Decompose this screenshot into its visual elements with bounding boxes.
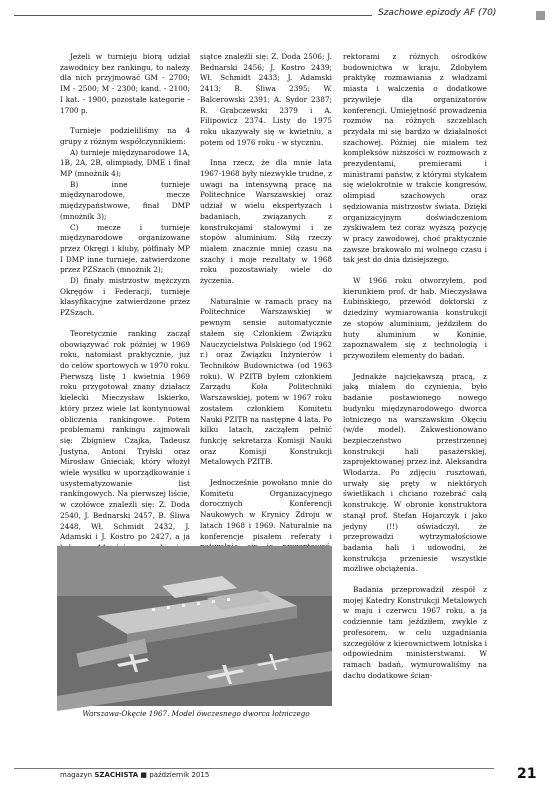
paragraph: Inna rzecz, że dla mnie lata 1967-1968 były niezwykle trudne, z uwagi na intensywną pracę na Politechnice Warszawskiej oraz udział w wielu ekspertyzach i badaniach, związanych z konstrukcjami stalowymi i ze stopów aluminium. Siłą rzeczy miałem znacznie mniej czasu na szachy i moje rezultaty w 1968 roku pozostawiały wiele do życzenia. — [200, 158, 332, 286]
airport-model-photo — [57, 546, 332, 706]
header-square-marker — [536, 11, 545, 20]
list-item-c: C) mecze i turnieje międzynarodowe organizowane przez Okręgi i kluby, półfinały MP I DMP inne turnieje, zatwierdzone przez PZSzach (mnożnik 2); — [60, 222, 190, 275]
paragraph: Turnieje podzieliliśmy na 4 grupy z różnym współczynnikiem: — [60, 126, 190, 146]
footer-rule — [14, 768, 494, 769]
footer-magazine: magazyn — [60, 771, 93, 779]
footer-date: październik 2015 — [149, 771, 210, 779]
paragraph: Jednakże najciekawszą pracą, z jaką miałem do czynienia, było badanie postawionego nowego budynku międzynarodowego dworca lotniczego na warszawskim Okęciu (w/de model). Zakwestionowano bezpieczeństwo przestrzennej konstrukcji hali pasażerskiej, zaprojektowanej przez inż. Aleksandra Włodarza. Po zdjęciu rusztowań, urwały się pręty w niektórych świetlikach i chciano rozebrać całą konstrukcję. W obronie konstruktora stanął prof. Stefan Hojarczyk i jako jedyny (!!) oświadczył, że przeprowadzi wytrzymałościowe badania hali i udowodni, że konstrukcja przeniesie wszystkie możliwe obciążenia. — [343, 371, 487, 574]
header-title: Szachowe epizody AF (70) — [378, 8, 497, 18]
paragraph: Teoretycznie ranking zaczął obowiązywać rok później w 1969 roku, natomiast praktycznie, już do celów sportowych w 1970 roku. Pierwszą listę 1 kwietnia 1969 roku przygotował znany działacz kielecki Mieczysław Iskierko, który przez wiele lat kontynuował obliczenia rankingowe. Potem problemami rankingu zajmowali się: Zbigniew Czajka, Tadeusz Justyna, Antoni Tryłski oraz Mirosław Gnieciak, który włożył wiele wysiłku w uporządkowanie i usystematyzowanie list rankingowych. Na pierwszej liście, w czołówce znaleźli się: Z. Doda 2540, J. Bednarski 2457, B. Śliwa 2448, Wł. Schmidt 2432, J. Adamski i J. Kostro po 2427, a ja — [60, 328, 190, 542]
photo-caption: Warszawa-Okęcie 1967. Model ówczesnego dworca lotniczego — [82, 709, 310, 718]
text-column-1 — [60, 52, 190, 552]
running-header — [0, 8, 557, 24]
paragraph: rektorami z różnych ośrodków budownictwa w kraju. Zdobyłem praktykę rozmawiania z władzami miasta i walczenia o dodatkowe przywileje dla organizatorów konferencji. Umiejętność prowadzenia rozmów na różnych szczeblach przydała mi się bardzo w działalności szachowej. Później nie miałem też kompleksów niższości w rozmowach z prezydentami, premierami i ministrami państw, z którymi stykałem się wielokrotnie w trakcie kongresów, olimpiad szachowych oraz sędziowania mistrzostw świata. Dzięki organizacyjnym doświadczeniom zyskiwałem też coraz wyższą pozycję w pracy zawodowej, choć praktycznie zawsze brakowało mi wolnego czasu i tak jest do dnia dzisiejszego. — [343, 52, 487, 265]
paragraph: Badania przeprowadził zespół z mojej Katedry Konstrukcji Metalowych w maju i czerwcu 1967 roku, a ja codziennie tam jeździłem, zwykle z profesorem, w celu uzgadniania szczegółów z kierownictwem lotniska i odpowiednim ministerstwami. W ramach badań, wymurowaliśmy na dachu dodatkowe ścian- — [343, 585, 487, 680]
paragraph: siątce znaleźli się: Z. Doda 2506; J. Bednarski 2456; J. Kostro 2439; Wł. Schmidt 2433; J. Adamski 2413; B. Śliwa 2395; W. Balcerowski 2391; A. Sydor 2387; R. Grabczewski 2379 i A. Filipowicz 2374. Listy do 1975 roku ukazywały się w kwietniu, a potem od 1976 roku - w styczniu. — [200, 52, 332, 147]
airport-model-image — [57, 546, 332, 706]
list-item-b: B) inne turnieje międzynarodowe, mecze międzypaństwowe, finał DMP (mnożnik 3); — [60, 179, 190, 221]
footer-separator: ■ — [140, 771, 148, 779]
list-item-a: A) turnieje międzynarodowe 1A, 1B, 2A, 2B, olimpiady, DME i finał MP (mnożnik 4); — [60, 147, 190, 179]
text-column-3 — [343, 52, 487, 782]
paragraph: W 1966 roku otworzyłem, pod kierunkiem prof. dr hab. Mieczysława Łubińskiego, przewód doktorski z dziedziny wymiarowania konstrukcji ze stopów aluminium, jeździłem do huty aluminium w Koninie, zapoznawałem się z technologią i przywoziłem elementy do badań. — [343, 276, 487, 360]
header-rule — [14, 15, 372, 16]
page-number: 21 — [517, 766, 537, 782]
footer-brand: SZACHISTA — [94, 771, 139, 779]
paragraph: Naturalnie w ramach pracy na Politechnice Warszawskiej w pewnym sensie automatycznie stałem się Członkiem Związku Nauczycielstwa Polskiego (od 1962 r.) oraz Związku Inżynierów i Techników Budownictwa (od 1963 roku). W PZITB byłem członkiem Zarządu Koła Politechniki Warszawskiej, potem w 1967 roku zostałem członkiem Komitetu Nauki PZITB na następne 4 lata. Po kilku latach, zacząłem pełnić funkcję sekretarza Komisji Nauki oraz Komisji Konstrukcji Metalowych PZITB. — [200, 296, 332, 467]
paragraph: Jeżeli w turnieju biorą udział zawodnicy bez rankingu, to należy dla nich przyjmować GM - 2700; IM - 2500; M - 2300; kand. - 2100; I kat. - 1900, pozostałe kategorie - 1700 p. — [60, 52, 190, 115]
footer-text — [60, 771, 209, 779]
list-item-d: D) finały mistrzostw mężczyzn Okręgów i Federacji, turnieje klasyfikacyjne zatwierdzone przez PZSzach. — [60, 276, 190, 318]
text-column-2 — [200, 52, 332, 577]
paragraph: Jednocześnie powołano mnie do Komitetu Organizacyjnego dorocznych Konferencji Naukowych w Krynicy Zdroju w latach 1968 i 1969. Naturalnie na konferencje pisałem referaty i — [200, 478, 332, 541]
